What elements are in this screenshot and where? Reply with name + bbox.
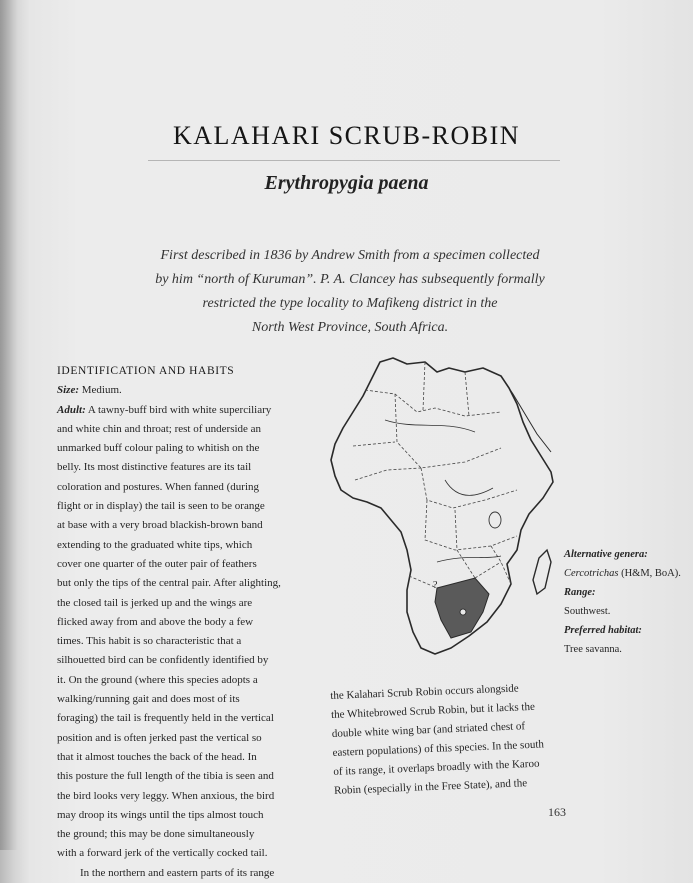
range-query-marker: ?: [433, 580, 438, 591]
lesotho-marker: [460, 609, 466, 615]
body-line: A tawny-buff bird with white superciliary: [87, 403, 272, 416]
body-line: the closed tail is jerked up and the wings are: [57, 596, 253, 609]
range-shading: [435, 578, 489, 638]
adult-label: Adult:: [57, 403, 86, 416]
range-value: Southwest.: [564, 606, 611, 617]
body-line: silhouetted bird can be confidently identified by: [57, 654, 269, 667]
alt-genera-refs: (H&M, BoA).: [621, 568, 681, 579]
body-line: with a forward jerk of the vertically cocked tail.: [57, 847, 268, 860]
scientific-name: Erythropygia paena: [264, 172, 429, 194]
right-column-text: [330, 677, 594, 801]
habitat-value: Tree savanna.: [564, 644, 622, 655]
body-line: unmarked buff colour paling to whitish on the: [57, 442, 260, 455]
body-line: walking/running gait and does most of its: [57, 693, 240, 706]
body-line: of its range, it overlaps broadly with the Karoo: [333, 757, 540, 778]
body-line: the bird looks very leggy. When anxious, the bird: [57, 789, 275, 802]
left-column-text: [57, 362, 307, 883]
body-line: it. On the ground (where this species adopts a: [57, 673, 258, 686]
body-line: flight or in display) the tail is seen to be orange: [57, 500, 265, 513]
rivers: [385, 420, 501, 562]
intro-line: by him “north of Kuruman”. P. A. Clancey has subsequently formally: [155, 272, 545, 287]
alt-genera-value: [564, 564, 689, 583]
body-line: extending to the graduated white tips, which: [57, 538, 253, 551]
intro-line: restricted the type locality to Mafikeng district in the: [202, 296, 498, 311]
body-line: Robin (especially in the Free State), and the: [333, 777, 528, 797]
red-sea-line: [501, 376, 551, 452]
body-line: the ground; this may be done simultaneously: [57, 828, 255, 841]
body-line: belly. Its most distinctive features are its tail: [57, 461, 252, 474]
body-line: that it almost touches the back of the head. In: [57, 750, 257, 763]
body-line: coloration and postures. When fanned (during: [57, 480, 260, 493]
body-line: the Whitebrowed Scrub Robin, but it lacks the: [330, 700, 536, 721]
page-number: 163: [548, 805, 566, 819]
habitat-label: Preferred habitat:: [564, 625, 642, 636]
body-line: double white wing bar (and striated chest of: [331, 720, 526, 740]
country-borders: [353, 362, 517, 588]
body-line: cover one quarter of the outer pair of feathers: [57, 557, 257, 570]
page-title: KALAHARI SCRUB-ROBIN: [172, 121, 521, 150]
adult-line: [57, 401, 307, 420]
body-line: this posture the full length of the tibia is seen and: [57, 770, 274, 783]
body-line: In the northern and eastern parts of its range: [80, 866, 275, 879]
body-line: but only the tips of the central pair. After alighting,: [57, 577, 281, 590]
section-heading: IDENTIFICATION AND HABITS: [57, 365, 235, 377]
sidebar-facts: [564, 545, 689, 659]
intro-line: North West Province, South Africa.: [251, 320, 449, 335]
body-line: times. This habit is so characteristic that a: [57, 635, 242, 648]
intro-line: First described in 1836 by Andrew Smith from a specimen collected: [160, 248, 540, 263]
intro-paragraph: [100, 244, 600, 340]
body-line: may droop its wings until the tips almost touch: [57, 808, 264, 821]
title-rule: [148, 160, 560, 161]
africa-range-map: [325, 350, 560, 660]
body-line: eastern populations) of this species. In the south: [332, 738, 545, 759]
size-value: Medium.: [81, 384, 122, 397]
body-line: foraging) the tail is frequently held in the vertical: [57, 712, 274, 725]
body-line: and white chin and throat; rest of underside an: [57, 422, 262, 435]
body-line: the Kalahari Scrub Robin occurs alongside: [330, 682, 519, 702]
body-line: flicked away from and above the body a few: [57, 615, 254, 628]
body-line: position and is often jerked past the vertical so: [57, 731, 262, 744]
madagascar-outline: [533, 550, 551, 594]
lake-victoria: [489, 512, 501, 528]
size-label: Size:: [57, 384, 79, 397]
body-line: at base with a very broad blackish-brown band: [57, 519, 263, 532]
size-line: [57, 381, 307, 400]
alt-genus: Cercotrichas: [564, 568, 619, 579]
alt-genera-label: Alternative genera:: [564, 549, 648, 560]
range-label: Range:: [564, 587, 596, 598]
